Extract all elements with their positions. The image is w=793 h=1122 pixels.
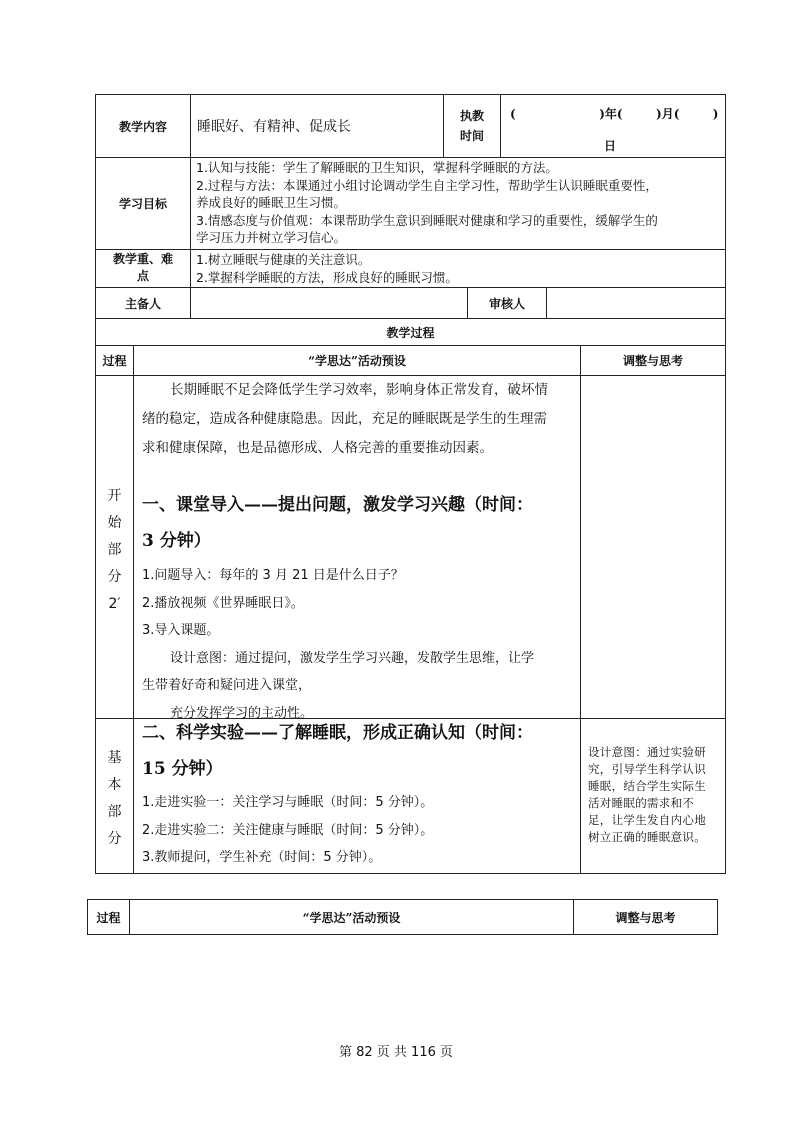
reviewer-value bbox=[547, 288, 725, 318]
goals-label: 学习目标 bbox=[118, 197, 167, 211]
intro-line: 长期睡眠不足会降低学生学习效率，影响身体正常发育，破坏情 bbox=[170, 382, 548, 398]
stage1-heading-line2: 3 分钟） bbox=[142, 531, 211, 551]
stage1-label-char: 分 bbox=[107, 569, 122, 585]
teaching-date-field: ( )年( )月( ) bbox=[510, 107, 719, 121]
content-value: 睡眠好、有精神、促成长 bbox=[197, 119, 351, 135]
stage1-heading-line1: 一、课堂导入——提出问题，激发学习兴趣（时间： bbox=[142, 495, 533, 515]
teaching-date-day: 日 bbox=[604, 139, 617, 153]
content-label: 教学内容 bbox=[118, 119, 167, 134]
stage1-label-char: 部 bbox=[107, 542, 122, 558]
page-number: 第 82 页 共 116 页 bbox=[338, 1044, 454, 1060]
stage1-label-char: 始 bbox=[107, 515, 122, 531]
stage2-reflect-line: 设计意图：通过实验研 bbox=[588, 745, 706, 759]
stage2-label-char: 本 bbox=[107, 777, 122, 793]
stage2-reflect-line: 究，引导学生科学认识 bbox=[588, 762, 706, 776]
stage2-reflect-line: 活对睡眠的需求和不 bbox=[588, 796, 695, 810]
stage2-label-char: 部 bbox=[107, 804, 122, 820]
time-label-line2: 时间 bbox=[459, 129, 484, 143]
next-col-stage-header: 过程 bbox=[96, 910, 121, 925]
stage2-label-char: 基 bbox=[107, 750, 122, 766]
key-label-line1: 教学重、难 bbox=[112, 252, 173, 266]
stage2-content bbox=[142, 715, 576, 872]
stage2-label bbox=[96, 745, 133, 853]
goals-list bbox=[196, 159, 724, 247]
stage1-label-char: 开 bbox=[107, 488, 122, 504]
stage1-design-line: 充分发挥学习的主动性。 bbox=[170, 705, 314, 721]
goal-line: 学习压力并树立学习信心。 bbox=[196, 230, 347, 245]
stage2-heading bbox=[142, 715, 576, 787]
key-points-label bbox=[96, 251, 190, 285]
stage2-items bbox=[142, 789, 576, 872]
stage2-item: 1.走进实验一：关注学习与睡眠（时间：5 分钟）。 bbox=[142, 795, 434, 810]
key-point: 1.树立睡眠与健康的关注意识。 bbox=[196, 252, 371, 267]
stage2-item: 3.教师提问，学生补充（时间：5 分钟）。 bbox=[142, 850, 382, 865]
stage1-intro bbox=[142, 376, 576, 463]
preparer-label: 主备人 bbox=[124, 296, 161, 311]
stage1-design-line: 设计意图：通过提问，激发学生学习兴趣，发散学生思维，让学 bbox=[170, 650, 535, 666]
stage1-item: 2.播放视频《世界睡眠日》。 bbox=[142, 595, 304, 611]
preparer-value bbox=[191, 288, 467, 318]
stage2-heading-line1: 二、科学实验——了解睡眠，形成正确认知（时间： bbox=[142, 723, 533, 743]
stage2-reflect-line: 睡眠，结合学生实际生 bbox=[588, 779, 706, 793]
stage2-reflect-line: 足，让学生发自内心地 bbox=[588, 813, 706, 827]
goal-line: 养成良好的睡眠卫生习惯。 bbox=[196, 195, 347, 210]
stage2-heading-line2: 15 分钟） bbox=[142, 759, 223, 779]
stage1-design-line: 生带着好奇和疑问进入课堂， bbox=[142, 678, 312, 693]
stage1-label bbox=[96, 483, 133, 618]
goal-line: 2.过程与方法：本课通过小组讨论调动学生自主学习性，帮助学生认识睡眠重要性， bbox=[196, 177, 658, 193]
goal-line: 1.认知与技能：学生了解睡眠的卫生知识，掌握科学睡眠的方法。 bbox=[196, 160, 558, 175]
col-activity-header: “学思达”活动预设 bbox=[308, 354, 406, 368]
next-col-activity-header: “学思达”活动预设 bbox=[302, 910, 401, 925]
time-label bbox=[444, 106, 500, 146]
stage1-items bbox=[142, 562, 576, 727]
stage1-item: 3.导入课题。 bbox=[142, 623, 220, 638]
intro-line: 绪的稳定，造成各种健康隐患。因此，充足的睡眠既是学生的生理需 bbox=[142, 411, 547, 427]
process-title: 教学过程 bbox=[386, 325, 435, 340]
time-label-line1: 执教 bbox=[459, 109, 484, 123]
stage2-reflect bbox=[588, 744, 722, 846]
reviewer-label: 审核人 bbox=[488, 296, 525, 311]
col-stage-header: 过程 bbox=[102, 354, 127, 368]
stage1-label-char: 2′ bbox=[108, 596, 121, 612]
next-col-reflect-header: 调整与思考 bbox=[615, 910, 676, 925]
stage2-label-char: 分 bbox=[107, 831, 122, 847]
key-point: 2.掌握科学睡眠的方法，形成良好的睡眠习惯。 bbox=[196, 269, 458, 285]
stage1-heading bbox=[142, 487, 576, 559]
stage1-reflect bbox=[581, 376, 725, 718]
stage1-content bbox=[142, 376, 576, 727]
key-label-line2: 点 bbox=[136, 269, 149, 283]
stage2-reflect-line: 树立正确的睡眠意识。 bbox=[588, 830, 706, 844]
stage1-item: 1.问题导入：每年的 3 月 21 日是什么日子？ bbox=[142, 568, 404, 583]
col-reflect-header: 调整与思考 bbox=[622, 354, 683, 368]
goal-line: 3.情感态度与价值观：本课帮助学生意识到睡眠对健康和学习的重要性，缓解学生的 bbox=[196, 212, 658, 228]
key-points-list bbox=[196, 251, 716, 286]
stage2-item: 2.走进实验二：关注健康与睡眠（时间：5 分钟）。 bbox=[142, 822, 434, 838]
intro-line: 求和健康保障，也是品德形成、人格完善的重要推动因素。 bbox=[142, 440, 493, 456]
